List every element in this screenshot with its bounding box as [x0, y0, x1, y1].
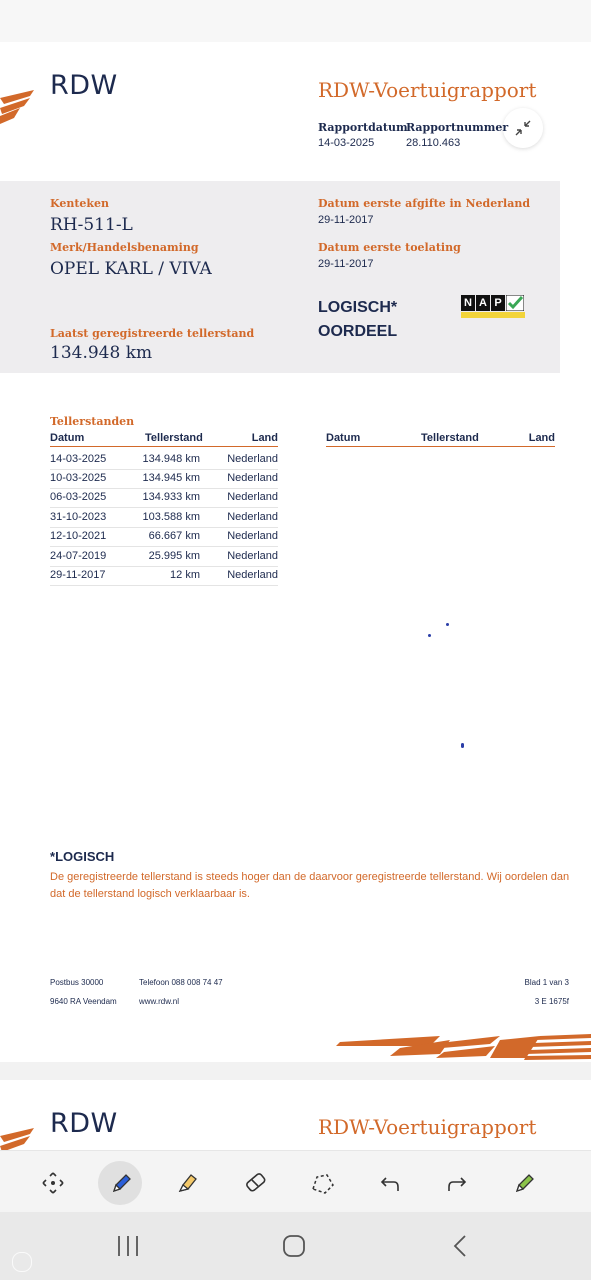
document-page-1	[0, 42, 591, 1062]
lasso-tool-button[interactable]	[300, 1161, 344, 1205]
cell-tellerstand: 134.933 km	[142, 491, 200, 503]
move-tool-button[interactable]	[31, 1161, 75, 1205]
afgifte-value: 29-11-2017	[318, 214, 374, 226]
collapse-icon	[514, 119, 532, 137]
table-row	[50, 527, 278, 547]
rdw-swoosh-logo-icon	[0, 86, 36, 126]
toelating-label: Datum eerste toelating	[318, 241, 461, 254]
table-header-right	[326, 432, 555, 447]
header-datum: Datum	[50, 432, 85, 444]
cell-land: Nederland	[227, 491, 278, 503]
footer-code: 3 E 1675f	[534, 997, 569, 1006]
cell-datum: 06-03-2025	[50, 491, 107, 503]
footer-postbus: Postbus 30000	[50, 978, 104, 987]
decorative-stripes-icon	[330, 1034, 591, 1062]
system-navigation-bar	[0, 1212, 591, 1280]
rapportdatum-value: 14-03-2025	[318, 137, 375, 149]
cell-tellerstand: 134.945 km	[142, 472, 200, 484]
cell-tellerstand: 103.588 km	[142, 511, 200, 523]
cell-land: Nederland	[227, 511, 278, 523]
cell-datum: 10-03-2025	[50, 472, 107, 484]
note-title: *LOGISCH	[50, 849, 115, 864]
footer-web: www.rdw.nl	[139, 997, 180, 1006]
highlighter-icon	[173, 1169, 201, 1197]
rapportnummer-value: 28.110.463	[406, 137, 461, 149]
home-icon	[281, 1233, 307, 1259]
home-button[interactable]	[281, 1233, 307, 1259]
rapportdatum-label: Rapportdatum	[318, 121, 408, 134]
toelating-value: 29-11-2017	[318, 258, 374, 270]
rapportnummer-label: Rapportnummer	[406, 121, 509, 134]
nap-letter-p: P	[491, 295, 505, 311]
table-header-left	[50, 432, 278, 447]
document-page-2	[0, 1080, 591, 1160]
footer-plaats: 9640 RA Veendam	[50, 997, 117, 1006]
cell-datum: 29-11-2017	[50, 569, 106, 581]
cell-land: Nederland	[227, 453, 278, 465]
header-land: Land	[251, 432, 278, 444]
cell-tellerstand: 66.667 km	[148, 530, 200, 542]
undo-button[interactable]	[368, 1161, 412, 1205]
cell-tellerstand: 12 km	[170, 569, 200, 581]
collapse-button[interactable]	[503, 108, 543, 148]
highlighter-tool-button[interactable]	[165, 1161, 209, 1205]
note-title-text: LOGISCH	[55, 849, 115, 864]
merk-label: Merk/Handelsbenaming	[50, 241, 199, 254]
header-tellerstand: Tellerstand	[421, 432, 479, 444]
cell-datum: 24-07-2019	[50, 550, 107, 562]
oordeel-line2: OORDEEL	[318, 323, 398, 340]
pen-tool-button[interactable]	[98, 1161, 142, 1205]
page2-report-title: RDW-Voertuigrapport	[318, 1115, 537, 1139]
recents-button[interactable]	[115, 1234, 141, 1258]
header-tellerstand: Tellerstand	[145, 432, 203, 444]
pen-settings-button[interactable]	[502, 1161, 546, 1205]
checkmark-icon	[506, 295, 524, 311]
pen-icon	[106, 1169, 134, 1197]
watermark-logo-icon	[12, 1252, 32, 1272]
move-icon	[39, 1169, 67, 1197]
lasso-icon	[307, 1169, 337, 1197]
footer-blad: Blad 1 van 3	[524, 978, 569, 987]
table-row	[50, 469, 278, 489]
nap-letter-n: N	[461, 295, 475, 311]
table-row	[50, 450, 278, 470]
pen-settings-icon	[510, 1169, 538, 1197]
redo-icon	[443, 1169, 471, 1197]
drawing-toolbar	[0, 1150, 591, 1213]
back-button[interactable]	[448, 1233, 474, 1259]
cell-land: Nederland	[227, 472, 278, 484]
tellerstanden-title: Tellerstanden	[50, 415, 135, 428]
page2-brand-logo-text: RDW	[50, 1108, 118, 1139]
cell-land: Nederland	[227, 550, 278, 562]
undo-icon	[376, 1169, 404, 1197]
eraser-tool-button[interactable]	[233, 1161, 277, 1205]
nap-badge	[461, 295, 525, 319]
ink-dot	[461, 743, 464, 748]
cell-datum: 14-03-2025	[50, 453, 107, 465]
table-row	[50, 547, 278, 567]
footer-telefoon: Telefoon 088 008 74 47	[139, 978, 223, 987]
brand-logo-text: RDW	[50, 70, 118, 101]
cell-tellerstand: 134.948 km	[142, 453, 200, 465]
redo-button[interactable]	[435, 1161, 479, 1205]
table-row	[50, 566, 278, 586]
tellerstand-label: Laatst geregistreerde tellerstand	[50, 327, 255, 340]
cell-tellerstand: 25.995 km	[148, 550, 200, 562]
cell-datum: 31-10-2023	[50, 511, 107, 523]
ink-dot	[446, 623, 449, 626]
note-text: De geregistreerde tellerstand is steeds hoger dan de daarvoor geregistreerde tellerstand. Wij oordelen dan dat de tellerstand logisch verklaarbaar is.	[50, 871, 570, 900]
tellerstand-value: 134.948 km	[50, 343, 153, 363]
merk-value: OPEL KARL / VIVA	[50, 259, 212, 279]
header-land: Land	[528, 432, 555, 444]
header-datum: Datum	[326, 432, 361, 444]
nap-yellow-bar	[461, 312, 525, 318]
eraser-icon	[241, 1169, 269, 1197]
afgifte-label: Datum eerste afgifte in Nederland	[318, 197, 531, 210]
cell-land: Nederland	[227, 530, 278, 542]
table-row	[50, 508, 278, 528]
vehicle-info-panel	[0, 181, 560, 373]
top-bar	[0, 0, 591, 42]
oordeel-line1: LOGISCH*	[318, 299, 398, 316]
back-icon	[448, 1233, 474, 1259]
cell-datum: 12-10-2021	[50, 530, 107, 542]
kenteken-label: Kenteken	[50, 197, 110, 210]
recents-icon	[115, 1234, 141, 1258]
nap-letter-a: A	[476, 295, 490, 311]
table-row	[50, 488, 278, 508]
kenteken-value: RH-511-L	[50, 215, 133, 235]
cell-land: Nederland	[227, 569, 278, 581]
report-title: RDW-Voertuigrapport	[318, 78, 537, 102]
ink-dot	[428, 634, 431, 637]
